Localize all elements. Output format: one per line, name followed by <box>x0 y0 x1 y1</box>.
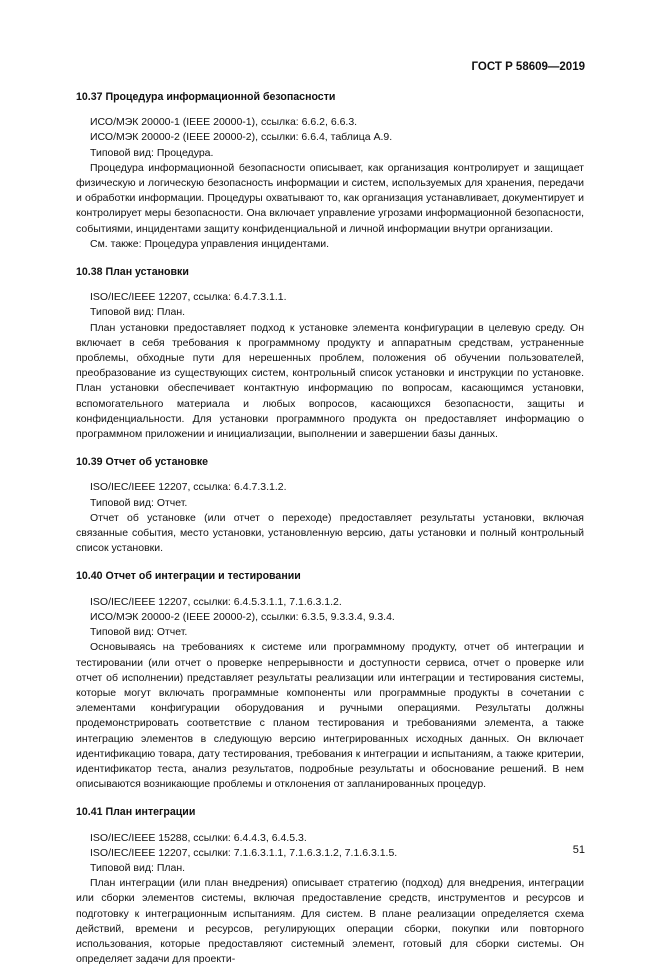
section-heading: 10.39 Отчет об установке <box>76 456 209 469</box>
page-number: 51 <box>572 844 585 856</box>
section-heading: 10.38 План установки <box>76 266 189 279</box>
reference-line: ISO/IEC/IEEE 12207, ссылка: 6.4.7.3.1.1. <box>90 291 287 304</box>
reference-line: ISO/IEC/IEEE 12207, ссылки: 7.1.6.3.1.1, 7.1.6.3.1.2, 7.1.6.3.1.5. <box>90 846 398 859</box>
body-paragraph: Отчет об установке (или отчет о переходе) предоставляет результаты установки, включая связанные события, место установки, установленную версию, даты установки и полный контрольный список установки. <box>76 511 584 555</box>
section <box>76 265 584 442</box>
document-body <box>76 90 584 967</box>
reference-line: ИСО/МЭК 20000-2 (IEEE 20000-2), ссылки: 6.3.5, 9.3.3.4, 9.3.4. <box>90 610 395 623</box>
section <box>76 569 584 792</box>
section <box>76 805 584 967</box>
reference-line: Типовой вид: Отчет. <box>90 496 188 509</box>
body-paragraph: См. также: Процедура управления инцидентами. <box>90 237 330 250</box>
reference-line: Типовой вид: План. <box>90 861 186 874</box>
reference-line: Типовой вид: План. <box>90 306 186 319</box>
reference-line: Типовой вид: Отчет. <box>90 626 188 639</box>
section-heading: 10.41 План интеграции <box>76 806 196 819</box>
section <box>76 455 584 556</box>
body-paragraph: План установки предоставляет подход к установке элемента конфигурации в целевую среду. Он включает в себя требования к программному продукту и аппаратным средствам, устраненные проблемы, обходные пути для нерешенных проблем, положения об обучении пользователей, преобразование из существующих систем, контрольный список установки и инструкции по установке. План установки обеспечивает контактную информацию по вопросам, касающимся установки, вспомогательного материала и любых вопросов, касающихся безопасности, защиты и конфиденциальности. Для установки программного продукта он предоставляет информацию о программном приложении и инициализации, выполнении и завершении базы данных. <box>76 321 584 441</box>
section <box>76 90 584 252</box>
reference-line: ИСО/МЭК 20000-1 (IEEE 20000-1), ссылка: 6.6.2, 6.6.3. <box>90 116 358 129</box>
document-code: ГОСТ Р 58609—2019 <box>471 61 585 73</box>
reference-line: ISO/IEC/IEEE 12207, ссылка: 6.4.7.3.1.2. <box>90 481 287 494</box>
reference-line: Типовой вид: Процедура. <box>90 146 214 159</box>
reference-line: ISO/IEC/IEEE 15288, ссылки: 6.4.4.3, 6.4.5.3. <box>90 831 307 844</box>
reference-line: ИСО/МЭК 20000-2 (IEEE 20000-2), ссылки: 6.6.4, таблица А.9. <box>90 131 393 144</box>
body-paragraph: План интеграции (или план внедрения) описывает стратегию (подход) для внедрения, интеграции или сборки элементов системы, включая предоставление средств, инструментов и ресурсов и подготовку к интеграционным испытаниям. Для систем. В плане реализации определяется схема действий, времени и ресурсов, регулирующих операции сборки, покупки или повторного использования, которые предоставляют системный элемент, готовый для сборки системы. Он определяет задачи для проекти- <box>76 877 584 966</box>
body-paragraph: Процедура информационной безопасности описывает, как организация контролирует и защищает физическую и логическую безопасность информации и систем, используемых для хранения, передачи и обработки информации. Процедуры охватывают то, как организация устанавливает, документирует и контролирует меры безопасности. Она включает управление угрозами информационной безопасности, событиями, инцидентами защиту конфиденциальной и личной информации внутри организации. <box>76 161 584 235</box>
section-heading: 10.37 Процедура информационной безопасности <box>76 91 336 103</box>
body-paragraph: Основываясь на требованиях к системе или программному продукту, отчет об интеграции и тестировании (или отчет о проверке непрерывности и доступности сервиса, отчет о проверке или отчет об исполнении) представляет результаты реализации или интеграции и тестирования системы, которые могут включать программные компоненты или программные продукты в сочетании с элементами конфигурации оборудования и ручными операциями. Результаты должны продемонстрировать соответствие с планом тестирования и требованиями элемента, а также интеграцию элементов в следующую версию интегрированных исходных данных. Он включает идентификацию товара, дату тестирования, требования к интеграции и испытаниям, а также критерии, идентификатор теста, анализ результатов, подробные результаты и обоснование решений. В нем описываются возникающие проблемы и отклонения от запланированных процедур. <box>76 641 584 791</box>
reference-line: ISO/IEC/IEEE 12207, ссылки: 6.4.5.3.1.1, 7.1.6.3.1.2. <box>90 595 342 608</box>
section-heading: 10.40 Отчет об интеграции и тестировании <box>76 570 301 583</box>
